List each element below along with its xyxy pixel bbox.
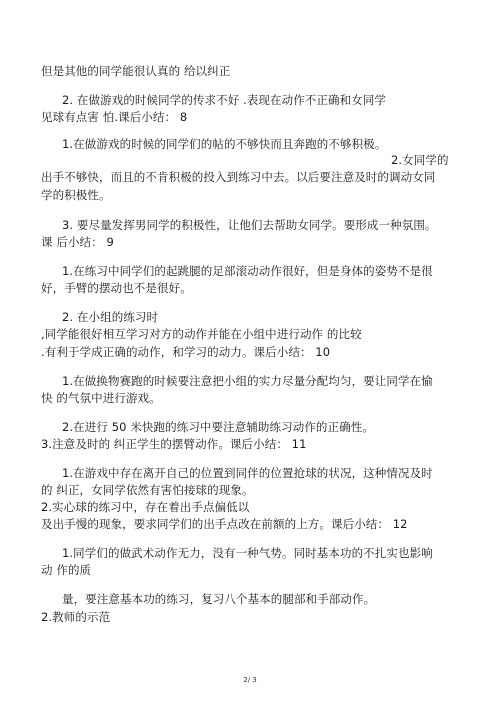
text-line: 量，要注意基本功的练习，复习八个基本的腿部和手部动作。	[62, 592, 376, 606]
text-line: 学的积极性。	[41, 188, 111, 202]
text-line: 1.在做换物赛跑的时候要注意把小组的实力尽量分配均匀，要让同学在愉	[62, 374, 433, 388]
page-number: 2/ 3	[243, 676, 257, 684]
text-line: 出手不够快，而且的不肯积极的投入到练习中去。以后要注意及时的调动女同	[41, 170, 436, 184]
text-line: 2.女同学的	[391, 153, 449, 167]
text-line: 好，手臂的摆动也不是很好。	[41, 281, 192, 295]
text-line: 2.教师的示范	[41, 610, 111, 624]
text-line: 1.在游戏中存在离开自己的位置到同伴的位置抢球的状况，这种情况及时	[62, 466, 433, 480]
text-line: 快 的气氛中进行游戏。	[41, 391, 161, 405]
text-line: 见球有点害 怕.课后小结： 8	[41, 110, 188, 124]
text-line: .有利于学成正确的动作，和学习的动力。课后小结： 10	[41, 345, 331, 359]
text-line: 2. 在小组的练习时	[62, 310, 159, 324]
text-line: 2.在进行 50 米快跑的练习中要注意辅助练习动作的正确性。	[62, 420, 374, 434]
text-line: 但是其他的同学能很认真的 给以纠正	[41, 64, 231, 78]
text-line: 2.实心球的练习中，存在着出手点偏低以	[41, 500, 250, 514]
text-line: ,同学能很好相互学习对方的动作并能在小组中进行动作 的比较	[41, 327, 362, 341]
text-line: 的 纠正，女同学依然有害怕接球的现象。	[41, 483, 254, 497]
text-line: 1.在做游戏的时候的同学们的帖的不够快而且奔跑的不够积极。	[62, 137, 387, 151]
text-line: 及出手慢的现象，要求同学们的出手点改在前额的上方。课后小结： 12	[41, 517, 408, 531]
text-line: 课 后小结： 9	[41, 235, 114, 249]
text-line: 3. 要尽量发挥男同学的积极性，让他们去帮助女同学。要形成一种氛围。	[62, 218, 437, 232]
text-line: 3.注意及时的 纠正学生的摆臂动作。课后小结： 11	[41, 437, 307, 451]
text-line: 1.在练习中同学们的起跳腿的足部滚动动作很好，但是身体的姿势不是很	[62, 264, 433, 278]
text-line: 动 作的质	[41, 563, 92, 577]
text-line: 2. 在做游戏的时候同学的传求不好 .表现在动作不正确和女同学	[62, 93, 387, 107]
text-line: 1.同学们的做武术动作无力，没有一种气势。同时基本功的不扎实也影响	[62, 546, 433, 560]
